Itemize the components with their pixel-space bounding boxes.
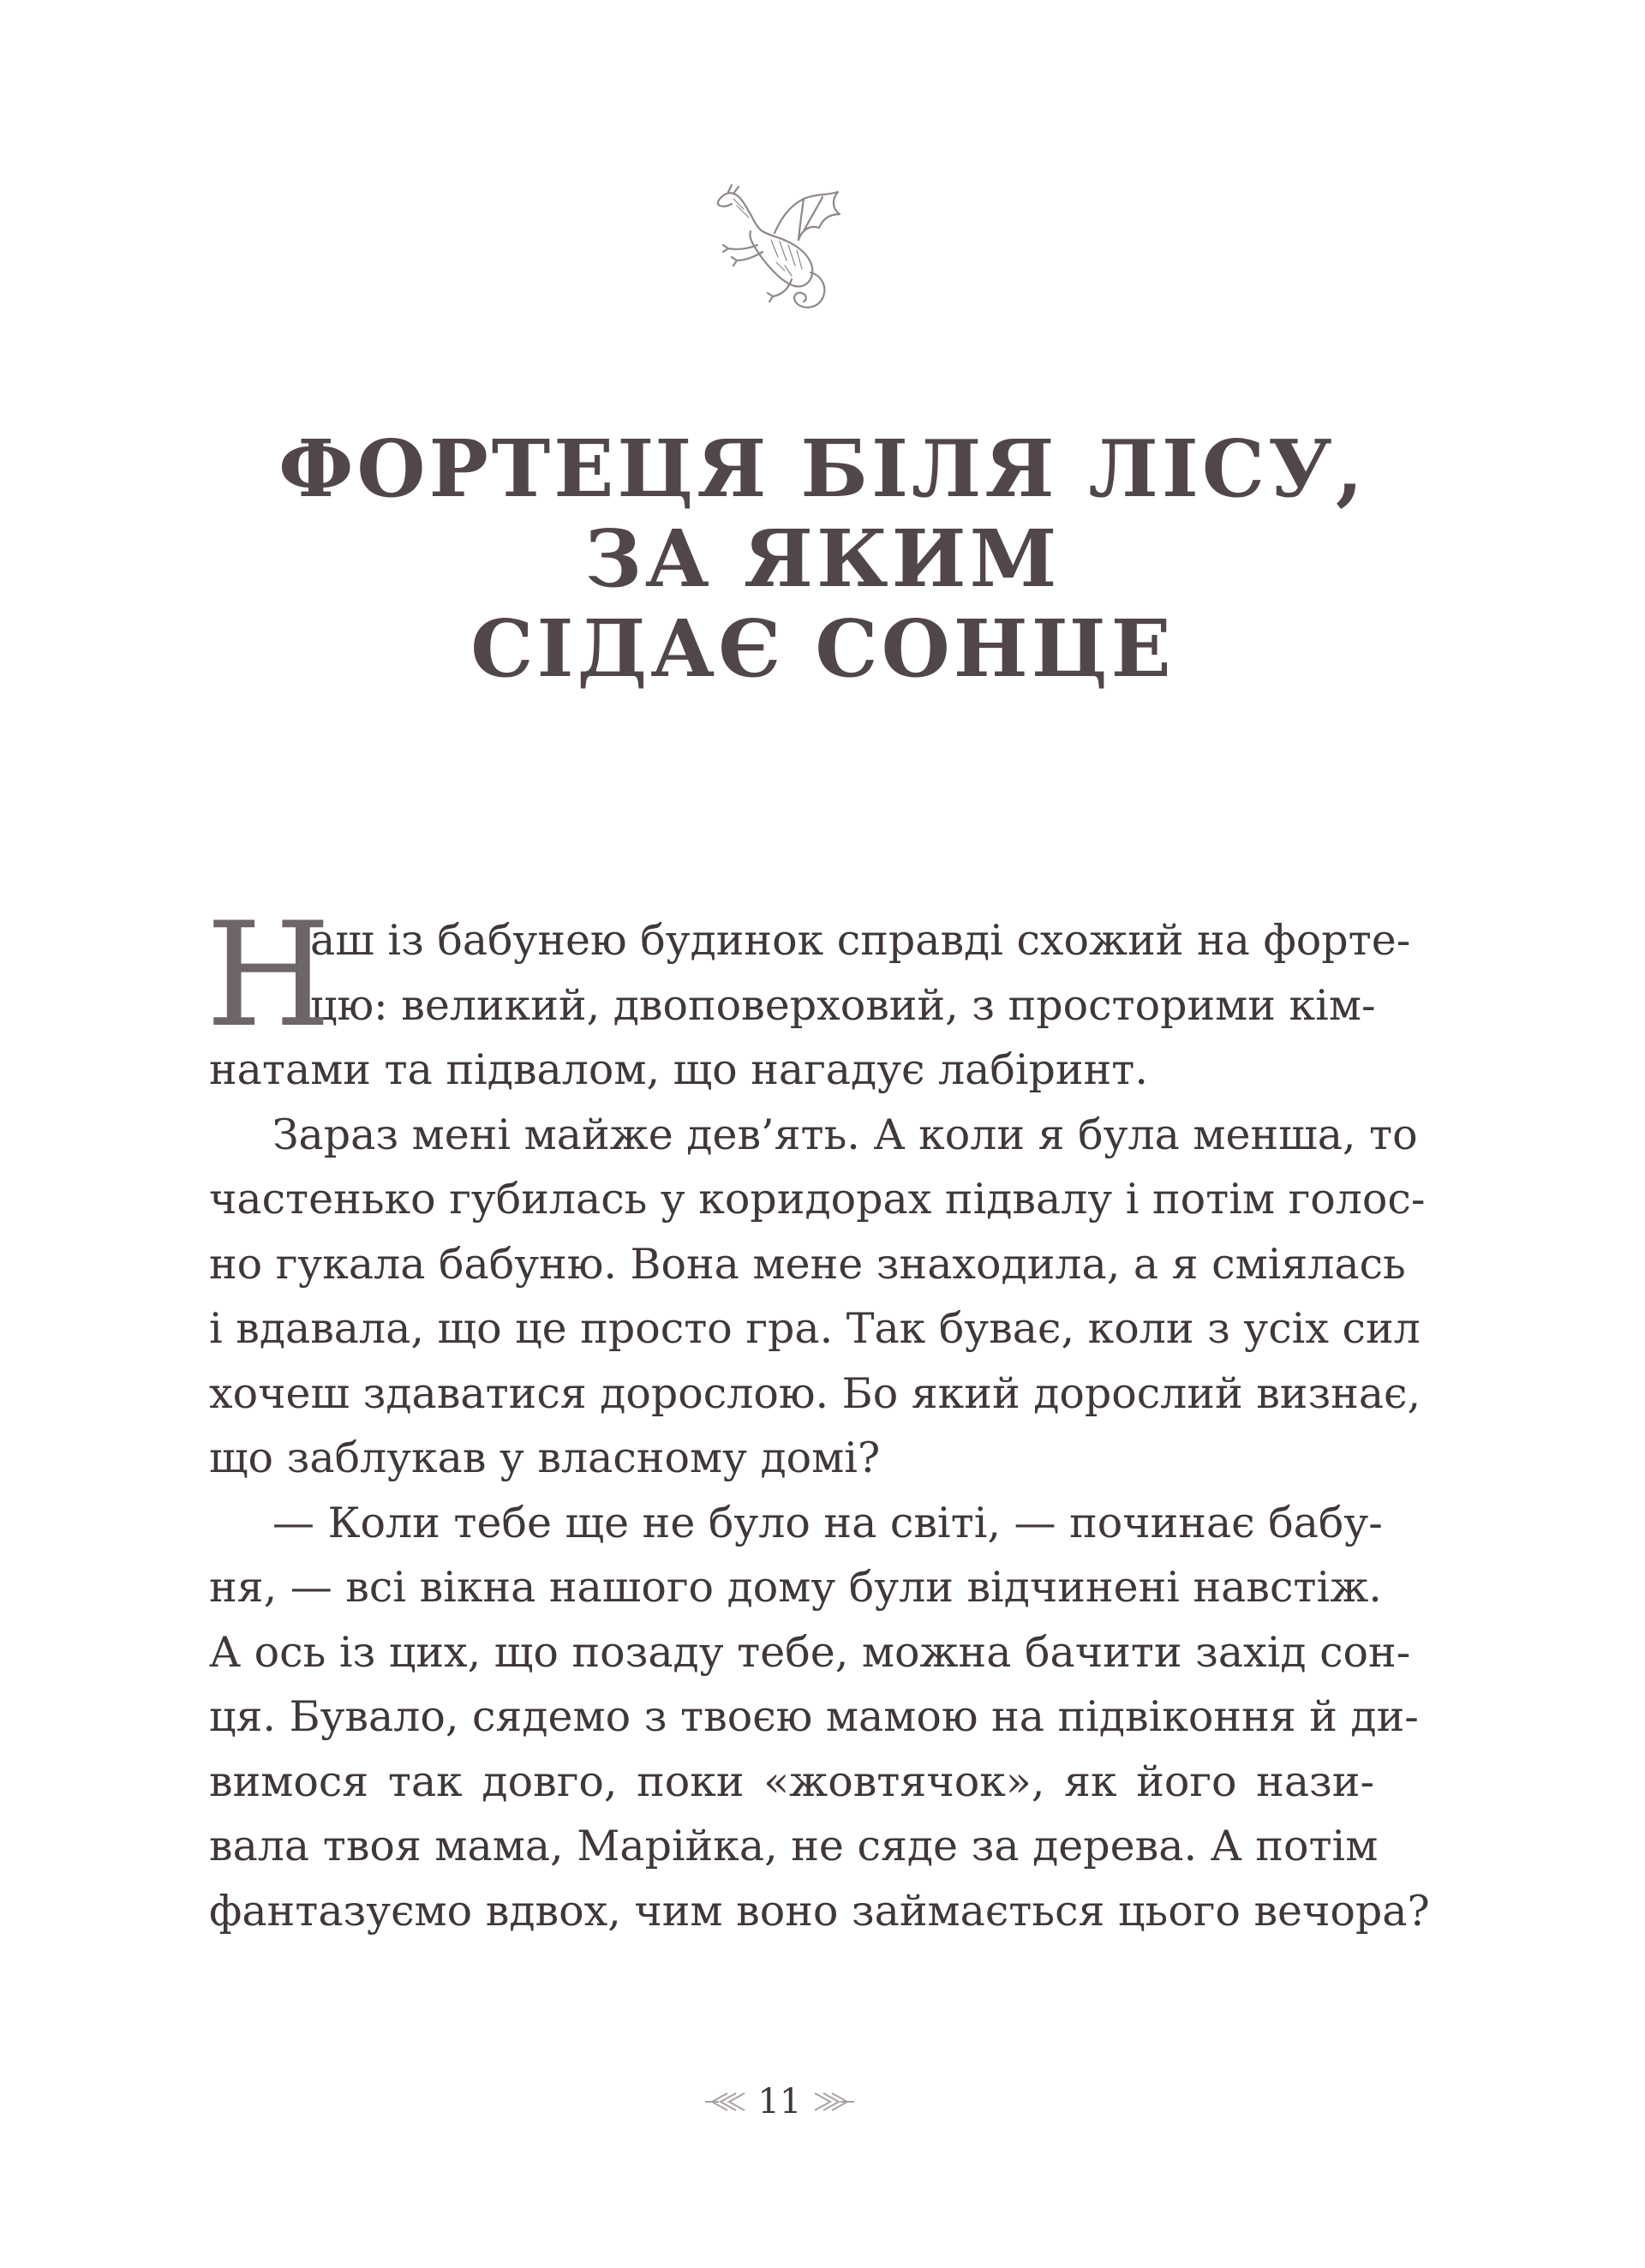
chapter-title — [206, 424, 1439, 694]
text-line: аш із бабунею будинок справді схожий на форте- — [310, 916, 1411, 965]
text-line: цю: великий, двоповерховий, з просторими кім- — [310, 980, 1376, 1030]
text-line: і вдавала, що це просто гра. Так буває, коли з усіх сил — [209, 1304, 1421, 1353]
text-line: вимося так довго, поки «жовтячок», як його нази- — [209, 1756, 1374, 1806]
chapter-title-line: ЗА ЯКИМ — [584, 512, 1061, 605]
drop-cap: Н — [206, 891, 332, 1059]
text-line: ця. Бувало, сядемо з твоєю мамою на підвіконня й ди- — [209, 1692, 1419, 1741]
text-line: частенько губилась у коридорах підвалу і потім голос- — [209, 1175, 1426, 1224]
text-line: що заблукав у власному домі? — [209, 1433, 881, 1482]
page-number: 11 — [757, 2082, 802, 2121]
chapter-title-line: СІДАЄ СОНЦЕ — [470, 602, 1175, 695]
left-ornament-icon — [703, 2090, 746, 2114]
text-line: вала твоя мама, Марійка, не сяде за дерева. А потім — [209, 1822, 1379, 1870]
text-line: А ось із цих, що позаду тебе, можна бачити захід сон- — [209, 1627, 1411, 1677]
chapter-title-line: ФОРТЕЦЯ БІЛЯ ЛІСУ, — [278, 422, 1367, 515]
text-line: натами та підвалом, що нагадує лабіринт. — [209, 1045, 1148, 1094]
body-text — [206, 891, 1430, 1943]
text-line: но гукала бабуню. Вона мене знаходила, а я сміялась — [209, 1239, 1406, 1289]
page-number-footer — [703, 2080, 857, 2123]
text-line: Зараз мені майже дев’ять. А коли я була менша, то — [272, 1110, 1418, 1159]
text-line: ня, — всі вікна нашого дому були відчинені навстіж. — [209, 1563, 1382, 1612]
dragon-icon — [703, 180, 857, 326]
text-line: — Коли тебе ще не було на світі, — починає бабу- — [272, 1498, 1383, 1547]
text-line: хочеш здаватися дорослою. Бо який дорослий визнає, — [209, 1368, 1421, 1418]
text-line: фантазуємо вдвох, чим воно займається цього вечора? — [209, 1886, 1430, 1936]
right-ornament-icon — [813, 2090, 856, 2114]
